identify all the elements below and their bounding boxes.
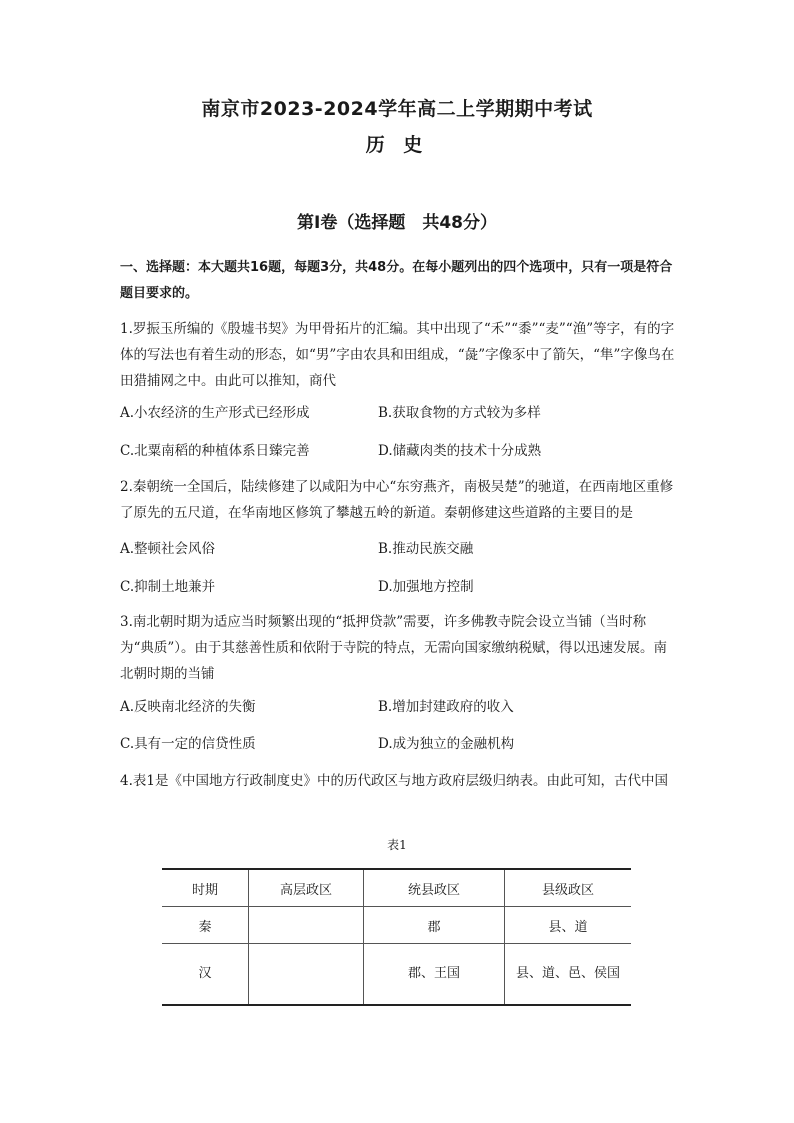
table-header-cell: 县级政区: [505, 869, 632, 907]
section-title: 第Ⅰ卷（选择题 共48分）: [297, 213, 497, 233]
table-header-cell: 统县政区: [364, 869, 505, 907]
table-row: [162, 944, 631, 1006]
question-2-option-a: A.整顿社会风俗: [120, 541, 216, 557]
question-1-option-d: D.储藏肉类的技术十分成熟: [378, 443, 542, 459]
question-2-option-b: B.推动民族交融: [378, 541, 474, 557]
table-cell: [249, 907, 364, 944]
table-cell: [249, 944, 364, 1006]
table-cell: 郡: [364, 907, 505, 944]
admin-levels-table: [162, 868, 631, 1006]
question-3-option-b: B.增加封建政府的收入: [378, 699, 514, 715]
question-1-stem: 1.罗振玉所编的《殷墟书契》为甲骨拓片的汇编。其中出现了“禾”“黍”“麦”“渔”等字，有的字体的写法也有着生动的形态，如“男”字由农具和田组成，“彘”字像豕中了箭矢，“隼”字像鸟在田猎捕网之中。由此可以推知，商代: [120, 321, 675, 389]
exam-title: 南京市2023-2024学年高二上学期期中考试: [201, 98, 593, 120]
question-3-option-d: D.成为独立的金融机构: [378, 736, 515, 752]
table-header-row: [162, 869, 631, 907]
question-2-option-d: D.加强地方控制: [378, 579, 474, 595]
table-header-cell: 高层政区: [249, 869, 364, 907]
subject-title: 历 史: [365, 134, 429, 156]
section-instructions: 一、选择题：本大题共16题，每题3分，共48分。在每小题列出的四个选项中，只有一项是符合题目要求的。: [120, 260, 673, 301]
question-1-option-c: C.北粟南稻的种植体系日臻完善: [120, 443, 310, 459]
question-1-option-b: B.获取食物的方式较为多样: [378, 405, 541, 421]
question-3-stem: 3.南北朝时期为适应当时频繁出现的“抵押贷款”需要，许多佛教寺院会设立当铺（当时称为“典质”）。由于其慈善性质和依附于寺院的特点，无需向国家缴纳税赋，得以迅速发展。南北朝时期的当铺: [120, 614, 668, 682]
question-4-stem: 4.表1是《中国地方行政制度史》中的历代政区与地方政府层级归纳表。由此可知，古代中国: [120, 773, 668, 789]
table-caption: 表1: [387, 838, 407, 852]
table-row: [162, 907, 631, 944]
table-cell: 郡、王国: [364, 944, 505, 1006]
table-cell: 汉: [162, 944, 249, 1006]
table-cell: 县、道、邑、侯国: [505, 944, 632, 1006]
question-1-option-a: A.小农经济的生产形式已经形成: [120, 405, 310, 421]
table-cell: 秦: [162, 907, 249, 944]
question-2-option-c: C.抑制土地兼并: [120, 579, 216, 595]
question-2-stem: 2.秦朝统一全国后，陆续修建了以咸阳为中心“东穷燕齐，南极吴楚”的驰道，在西南地区重修了原先的五尺道，在华南地区修筑了攀越五岭的新道。秦朝修建这些道路的主要目的是: [120, 479, 674, 521]
question-3-option-c: C.具有一定的信贷性质: [120, 736, 256, 752]
question-3-option-a: A.反映南北经济的失衡: [120, 699, 256, 715]
table-header-cell: 时期: [162, 869, 249, 907]
table-cell: 县、道: [505, 907, 632, 944]
